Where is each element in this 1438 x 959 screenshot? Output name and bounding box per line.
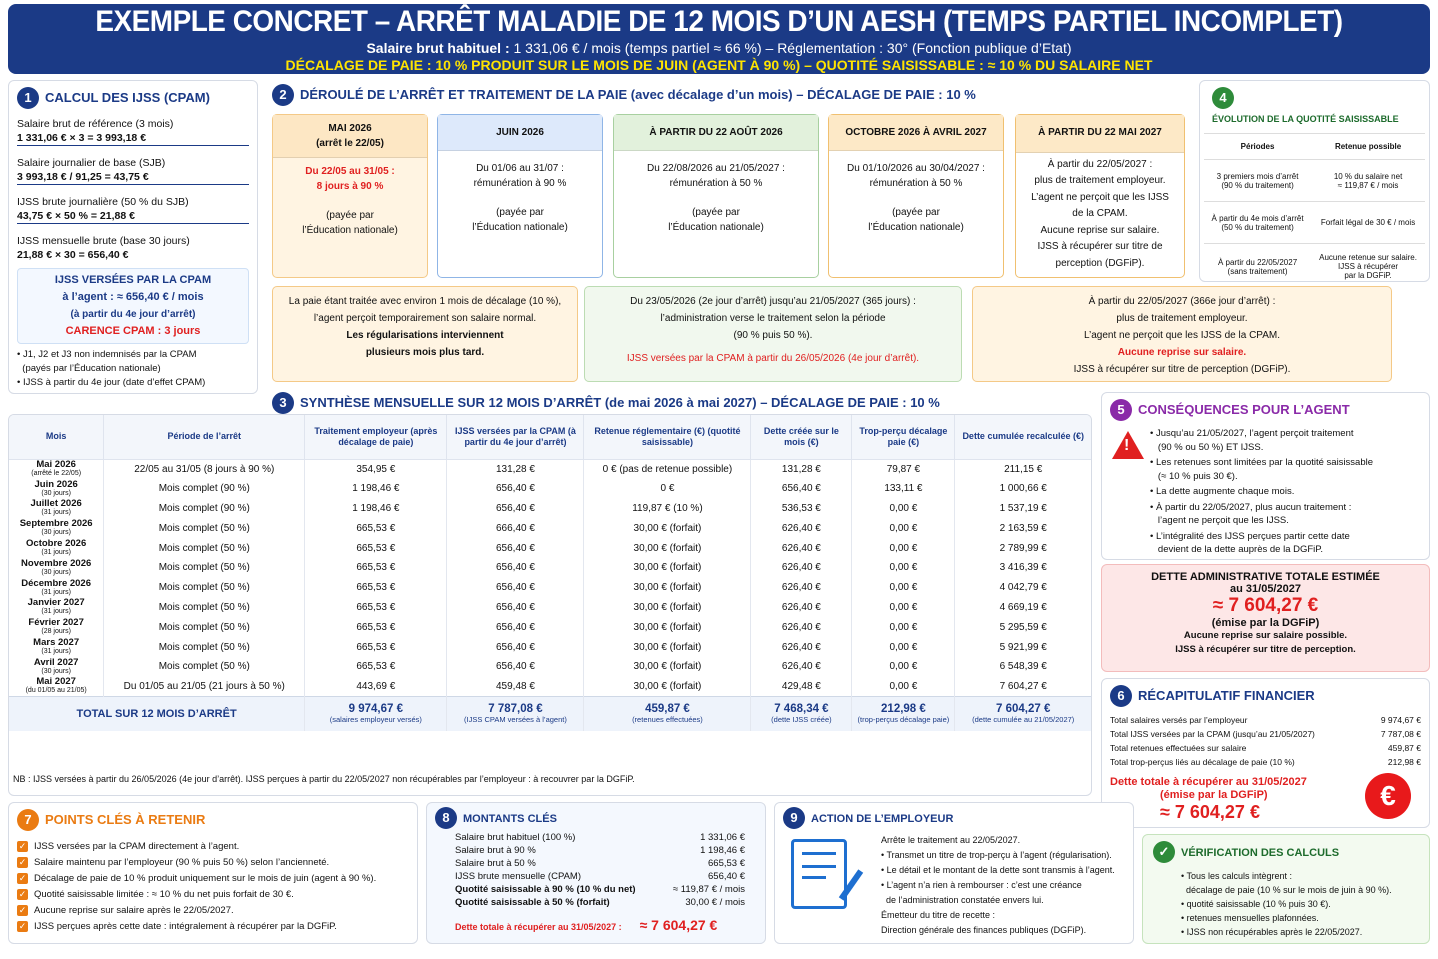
table-cell: 0,00 € (852, 598, 955, 618)
table-row (9, 518, 1091, 538)
table-row (9, 637, 1091, 657)
cell-month: Septembre 2026 (30 jours) (19, 518, 93, 537)
table-header: Mois (45, 431, 67, 442)
table-cell: 30,00 € (forfait) (584, 558, 751, 578)
table-cell: 626,40 € (751, 578, 852, 598)
table-row (9, 538, 1091, 558)
table-cell: 665,53 € (305, 518, 447, 538)
section-title: CONSÉQUENCES POUR L’AGENT (1138, 402, 1350, 418)
table-cell: 119,87 € (10 %) (584, 499, 751, 519)
synthese-table (9, 415, 1091, 731)
table-row (9, 578, 1091, 598)
points-list (17, 839, 409, 935)
note-periode-traitement: Du 23/05/2026 (2e jour d’arrêt) jusqu’au 21/05/2027 (365 jours) : l’administration verse le traitement selon la période (90 % puis 50 %). IJSS versées par la CPAM à partir du 26/05/2026 (4e jour d’arrêt). (584, 286, 962, 382)
section-quotite (1199, 80, 1430, 282)
table-cell: 626,40 € (751, 518, 852, 538)
table-cell: 211,15 € (955, 459, 1091, 479)
cell-month: Mai 2026 (arrêté le 22/05) (31, 459, 82, 478)
total-cell: 7 468,34 € (dette IJSS créée) (751, 697, 852, 731)
section-title: ACTION DE L’EMPLOYEUR (811, 813, 954, 826)
point-item: ✓ Décalage de paie de 10 % produit uniquement sur le mois de juin (agent à 90 %). (18, 872, 377, 884)
table-row: Total trop-perçus liés au décalage de paie (10 %) 212,98 € (1110, 757, 1421, 767)
cell-month: Octobre 2026 (31 jours) (26, 538, 87, 557)
cell-month: Janvier 2027 (31 jours) (27, 597, 85, 616)
table-cell: 5 921,99 € (955, 637, 1091, 657)
table-cell: 665,53 € (305, 637, 447, 657)
table-cell: 665,53 € (305, 617, 447, 637)
section-number: 2 (272, 84, 294, 106)
section-number: 7 (17, 809, 39, 831)
section-title: MONTANTS CLÉS (463, 813, 557, 826)
table-cell: 354,95 € (305, 459, 447, 479)
table-cell: 665,53 € (305, 598, 447, 618)
check-icon: ✓ (1153, 841, 1175, 863)
page-title: EXEMPLE CONCRET – ARRÊT MALADIE DE 12 MOIS D’UN AESH (TEMPS PARTIEL INCOMPLET) (95, 5, 1343, 38)
table-cell: 626,40 € (751, 558, 852, 578)
table-row: 3 premiers mois d’arrêt (90 % du traitement) 10 % du salaire net ≈ 119,87 € / mois (1204, 160, 1425, 202)
table-cell: 6 548,39 € (955, 657, 1091, 677)
section-number: 5 (1110, 399, 1132, 421)
table-cell: 0,00 € (852, 677, 955, 697)
quotite-table (1204, 133, 1425, 290)
table-cell: 30,00 € (forfait) (584, 637, 751, 657)
table-cell: 0 € (pas de retenue possible) (584, 459, 751, 479)
table-row (9, 657, 1091, 677)
table-cell: 5 295,59 € (955, 617, 1091, 637)
table-cell: 665,53 € (305, 538, 447, 558)
section-title: SYNTHÈSE MENSUELLE SUR 12 MOIS D’ARRÊT (de mai 2026 à mai 2027) – DÉCALAGE DE PAIE : 10 % (300, 395, 940, 411)
header-banner (8, 4, 1430, 74)
table-cell: 656,40 € (447, 538, 584, 558)
recap-total-label: Dette totale à récupérer au 31/05/2027 (1110, 776, 1307, 788)
ijss-summary-box (17, 268, 249, 344)
cell-month: Juillet 2026 (31 jours) (30, 498, 82, 517)
note-decalage: La paie étant traitée avec environ 1 mois de décalage (10 %), l’agent perçoit temporairement son salaire normal. Les régularisations interviennent plusieurs mois plus tard. (272, 286, 578, 382)
table-header: Périodes (1240, 142, 1275, 151)
table-row (9, 598, 1091, 618)
table-header: Traitement employeur (après décalage de paie) (305, 415, 447, 459)
dette-emitter: (émise par la DGFiP) (1211, 617, 1320, 629)
document-icon (791, 839, 847, 909)
cell-month: Juin 2026 (30 jours) (34, 478, 78, 497)
table-cell: 656,40 € (447, 657, 584, 677)
banner-warning: DÉCALAGE DE PAIE : 10 % PRODUIT SUR LE MOIS DE JUIN (AGENT À 90 %) – QUOTITÉ SAISISSABLE : ≈ 10 % DU SALAIRE NET (285, 57, 1153, 73)
table-cell: 459,48 € (447, 677, 584, 697)
timeline-card-octobre-2026: OCTOBRE 2026 À AVRIL 2027 Du 01/10/2026 au 30/04/2027 : rémunération à 50 % (payée par l’Éducation nationale) (828, 114, 1004, 278)
banner-subtitle: Salaire brut habituel : 1 331,06 € / mois (temps partiel ≈ 66 %) – Réglementation : 30° (Fonction publique d’Etat) (366, 40, 1072, 56)
carence-label: CARENCE CPAM : 3 jours (65, 325, 201, 337)
table-cell: Mois complet (50 %) (104, 558, 305, 578)
timeline-card-mai-2026: MAI 2026 (arrêt le 22/05) Du 22/05 au 31/05 : 8 jours à 90 % (payée par l’Éducation nationale) (272, 114, 428, 278)
recap-total-emitter: (émise par la DGFiP) (1160, 789, 1268, 801)
table-cell: 626,40 € (751, 538, 852, 558)
consequences-list (1150, 427, 1421, 557)
dette-date: au 31/05/2027 (1230, 583, 1301, 595)
point-item: ✓ Aucune reprise sur salaire après le 22/05/2027. (18, 904, 234, 916)
table-cell: Mois complet (90 %) (104, 479, 305, 499)
consequence-item: • Les retenues sont limitées par la quotité saisissable (≈ 10 % puis 30 €). (1150, 456, 1421, 483)
section-recap (1101, 678, 1430, 828)
table-cell: 666,40 € (447, 518, 584, 538)
table-cell: 656,40 € (447, 499, 584, 519)
calc-label: Salaire brut de référence (3 mois) (17, 118, 174, 130)
table-cell: 3 416,39 € (955, 558, 1091, 578)
checkbox-icon: ✓ (18, 888, 27, 899)
cell-month: Avril 2027 (30 jours) (33, 656, 79, 675)
section-synthese-table (8, 414, 1092, 796)
table-cell: 626,40 € (751, 637, 852, 657)
section-number: 3 (272, 392, 294, 414)
table-cell: Mois complet (50 %) (104, 578, 305, 598)
table-row: À partir du 22/05/2027 (sans traitement) Aucune retenue sur salaire. IJSS à récupérer par la DGFiP. (1217, 253, 1417, 281)
section-title: DÉROULÉ DE L’ARRÊT ET TRAITEMENT DE LA PAIE (avec décalage d’un mois) – DÉCALAGE DE PAIE : 10 % (300, 87, 976, 103)
table-cell: Mois complet (50 %) (104, 538, 305, 558)
section-verification (1142, 834, 1430, 944)
table-cell: 0,00 € (852, 499, 955, 519)
table-row: Quotité saisissable à 90 % (10 % du net) ≈ 119,87 € / mois (455, 884, 745, 895)
calc-label: IJSS mensuelle brute (base 30 jours) (17, 235, 190, 247)
table-cell: Du 01/05 au 21/05 (21 jours à 50 %) (104, 677, 305, 697)
table-cell: 131,28 € (447, 459, 584, 479)
checkbox-icon: ✓ (18, 872, 27, 883)
consequence-item: • L’intégralité des IJSS perçues partir cette date devient de la dette auprès de la DGFiP. (1150, 530, 1421, 557)
cell-month: Février 2027 (28 jours) (28, 617, 84, 636)
table-cell: 1 537,19 € (955, 499, 1091, 519)
table-cell: 4 669,19 € (955, 598, 1091, 618)
section-number: 1 (17, 87, 39, 109)
table-cell: 30,00 € (forfait) (584, 518, 751, 538)
table-header: Période de l’arrêt (104, 415, 305, 459)
dette-amount: ≈ 7 604,27 € (1212, 595, 1319, 616)
calc-label: IJSS brute journalière (50 % du SJB) (17, 196, 189, 208)
table-cell: 30,00 € (forfait) (584, 578, 751, 598)
table-cell: 626,40 € (751, 657, 852, 677)
note-item: • J1, J2 et J3 non indemnisés par la CPAM (payés par l’Éducation nationale) (17, 348, 249, 376)
checkbox-icon: ✓ (18, 840, 27, 851)
table-cell: Mois complet (50 %) (104, 598, 305, 618)
table-cell: 656,40 € (447, 617, 584, 637)
verification-list: • Tous les calculs intègrent : décalage de paie (10 % sur le mois de juin à 90 %). • quotité saisissable (10 % puis 30 €). • retenues mensuelles plafonnées. • IJSS non récupérables après le 22/05/2027. (1181, 871, 1392, 937)
calc-value: 1 331,06 € × 3 = 3 993,18 € (17, 131, 249, 146)
table-cell: 656,40 € (447, 578, 584, 598)
consequence-item: • Jusqu’au 21/05/2027, l’agent perçoit traitement (90 % ou 50 %) ET IJSS. (1150, 427, 1421, 454)
table-cell: 665,53 € (305, 578, 447, 598)
table-cell: 0,00 € (852, 657, 955, 677)
checkbox-icon: ✓ (18, 920, 27, 931)
table-cell: 1 000,66 € (955, 479, 1091, 499)
table-cell: 22/05 au 31/05 (8 jours à 90 %) (104, 459, 305, 479)
consequence-item: • La dette augmente chaque mois. (1150, 485, 1421, 499)
calc-value: 21,88 € × 30 = 656,40 € (17, 249, 129, 261)
table-row: À partir du 4e mois d’arrêt (50 % du traitement) Forfait légal de 30 € / mois (1204, 202, 1425, 244)
table-cell: 665,53 € (305, 558, 447, 578)
section-points-cles (8, 802, 418, 944)
table-row: Quotité saisissable à 50 % (forfait) 30,00 € / mois (455, 897, 745, 908)
table-row: Salaire brut habituel (100 %) 1 331,06 € (455, 832, 745, 843)
total-cell: 212,98 € (trop-perçus décalage paie) (852, 697, 955, 731)
table-cell: 656,40 € (447, 558, 584, 578)
table-cell: Mois complet (50 %) (104, 657, 305, 677)
section-montants (426, 802, 766, 944)
table-row: Total retenues effectuées sur salaire 459,87 € (1110, 743, 1421, 753)
table-cell: 429,48 € (751, 677, 852, 697)
section-title: RÉCAPITULATIF FINANCIER (1138, 688, 1315, 704)
table-cell: 443,69 € (305, 677, 447, 697)
table-cell: 0,00 € (852, 617, 955, 637)
ijss-amount: à l’agent : ≈ 656,40 € / mois (62, 291, 204, 303)
calc-value: 43,75 € × 50 % = 21,88 € (17, 209, 249, 224)
ijss-heading: IJSS VERSÉES PAR LA CPAM (54, 274, 212, 286)
table-header: Dette créée sur le mois (€) (751, 415, 852, 459)
montants-total: Dette totale à récupérer au 31/05/2027 : ≈ 7 604,27 € (455, 917, 718, 933)
section-number: 4 (1212, 87, 1234, 109)
table-row (9, 499, 1091, 519)
section-title: CALCUL DES IJSS (CPAM) (45, 90, 210, 106)
table-cell: 30,00 € (forfait) (584, 598, 751, 618)
cell-month: Novembre 2026 (30 jours) (21, 557, 92, 576)
section-title: VÉRIFICATION DES CALCULS (1181, 847, 1340, 860)
table-row (9, 558, 1091, 578)
checkbox-icon: ✓ (18, 856, 27, 867)
total-cell: 7 604,27 € (dette cumulée au 21/05/2027) (955, 697, 1091, 731)
table-cell: 0,00 € (852, 518, 955, 538)
timeline-card-aout-2026: À PARTIR DU 22 AOÛT 2026 Du 22/08/2026 au 21/05/2027 : rémunération à 50 % (payée par l’Éducation nationale) (613, 114, 819, 278)
table-cell: 1 198,46 € (305, 499, 447, 519)
footnote: NB : IJSS versées à partir du 26/05/2026 (4e jour d’arrêt). IJSS perçues à partir du 22/05/2027 non récupérables par l’employeur : à recouvrer par la DGFiP. (13, 774, 635, 784)
recap-table (1110, 713, 1421, 769)
table-cell: Mois complet (50 %) (104, 617, 305, 637)
table-cell: 2 163,59 € (955, 518, 1091, 538)
timeline-card-juin-2026: JUIN 2026 Du 01/06 au 31/07 : rémunération à 90 % (payée par l’Éducation nationale) (437, 114, 603, 278)
table-cell: Mois complet (50 %) (104, 637, 305, 657)
table-cell: 0,00 € (852, 538, 955, 558)
notes-list (17, 348, 249, 390)
dette-heading: DETTE ADMINISTRATIVE TOTALE ESTIMÉE (1151, 571, 1380, 583)
table-row (9, 677, 1091, 697)
action-list: Arrête le traitement au 22/05/2027. • Transmet un titre de trop-perçu à l’agent (régularisation). • Le détail et le montant de la dette sont transmis à l’agent. • L’agent n’a rien à rembourser : c’est une créance de l’administration constatée envers lui. Émetteur du titre de recette : Direction générale des finances publiques (DGFiP). (881, 835, 1115, 935)
section-ijss-calc (8, 80, 258, 394)
section-action-employeur (774, 802, 1134, 944)
table-cell: 4 042,79 € (955, 578, 1091, 598)
point-item: ✓ IJSS versées par la CPAM directement à l’agent. (18, 840, 240, 852)
table-cell: 0,00 € (852, 558, 955, 578)
section-title: POINTS CLÉS À RETENIR (45, 812, 206, 828)
ijss-start: (à partir du 4e jour d’arrêt) (70, 309, 196, 320)
table-row (9, 479, 1091, 499)
table-cell: 131,28 € (751, 459, 852, 479)
cell-month: Mai 2027 (du 01/05 au 21/05) (25, 676, 87, 695)
table-row: Salaire brut à 50 % 665,53 € (455, 858, 745, 869)
section-number: 9 (783, 807, 805, 829)
note-item: • IJSS à partir du 4e jour (date d’effet CPAM) (17, 376, 249, 390)
checkbox-icon: ✓ (18, 904, 27, 915)
section-consequences (1101, 392, 1430, 560)
table-cell: 626,40 € (751, 598, 852, 618)
warning-icon: ! (1112, 431, 1144, 459)
consequence-item: • À partir du 22/05/2027, plus aucun traitement : l’agent ne perçoit que les IJSS. (1150, 501, 1421, 528)
total-label: TOTAL SUR 12 MOIS D’ARRÊT (76, 707, 237, 720)
recap-total-amount: ≈ 7 604,27 € (1160, 802, 1260, 822)
table-cell: 656,40 € (447, 598, 584, 618)
table-header: IJSS versées par la CPAM (à partir du 4e jour d’arrêt) (447, 415, 584, 459)
table-cell: 656,40 € (447, 637, 584, 657)
table-cell: 665,53 € (305, 657, 447, 677)
table-row (9, 459, 1091, 479)
table-row: IJSS brute mensuelle (CPAM) 656,40 € (455, 871, 745, 882)
section-title: ÉVOLUTION DE LA QUOTITÉ SAISISSABLE (1212, 114, 1399, 124)
section-number: 6 (1110, 685, 1132, 707)
total-cell: 9 974,67 € (salaires employeur versés) (305, 697, 447, 731)
table-cell: 0,00 € (852, 578, 955, 598)
section-number: 8 (435, 807, 457, 829)
table-cell: 656,40 € (447, 479, 584, 499)
cell-month: Mars 2027 (31 jours) (33, 637, 80, 656)
table-cell: 30,00 € (forfait) (584, 538, 751, 558)
note-fin-traitement: À partir du 22/05/2027 (366e jour d’arrêt) : plus de traitement employeur. L’agent ne perçoit que les IJSS de la CPAM. Aucune reprise sur salaire. IJSS à récupérer sur titre de perception (DGFiP). (972, 286, 1392, 382)
table-cell: 30,00 € (forfait) (584, 617, 751, 637)
table-cell: Mois complet (50 %) (104, 518, 305, 538)
section-synthese-title (272, 392, 940, 414)
total-cell: 459,87 € (retenues effectuées) (584, 697, 751, 731)
point-item: ✓ Salaire maintenu par l’employeur (90 % puis 50 %) selon l’ancienneté. (18, 856, 330, 868)
table-header: Dette cumulée recalculée (€) (955, 415, 1091, 459)
montants-table (455, 831, 745, 909)
calc-label: Salaire journalier de base (SJB) (17, 157, 166, 169)
table-row: Total IJSS versées par la CPAM (jusqu’au 21/05/2027) 7 787,08 € (1110, 729, 1421, 739)
dette-totale-box (1101, 564, 1430, 672)
table-cell: Mois complet (90 %) (104, 499, 305, 519)
point-item: ✓ Quotité saisissable limitée : ≈ 10 % du net puis forfait de 30 €. (18, 888, 294, 900)
table-cell: 30,00 € (forfait) (584, 677, 751, 697)
table-cell: 7 604,27 € (955, 677, 1091, 697)
dette-note: Aucune reprise sur salaire possible. (1183, 630, 1348, 641)
dette-note: IJSS à récupérer sur titre de perception. (1175, 644, 1356, 655)
calc-value: 3 993,18 € / 91,25 = 43,75 € (17, 170, 249, 185)
table-row: Total salaires versés par l’employeur 9 974,67 € (1110, 715, 1421, 725)
table-cell: 133,11 € (852, 479, 955, 499)
table-row (9, 617, 1091, 637)
table-row: Salaire brut à 90 % 1 198,46 € (455, 845, 745, 856)
table-cell: 2 789,99 € (955, 538, 1091, 558)
table-header: Retenue réglementaire (€) (quotité saisissable) (584, 415, 751, 459)
timeline-card-mai-2027: À PARTIR DU 22 MAI 2027 À partir du 22/05/2027 : plus de traitement employeur. L’agent ne perçoit que les IJSS de la CPAM. Aucune reprise sur salaire. IJSS à récupérer sur titre de perception (DGFiP). (1015, 114, 1185, 278)
table-cell: 1 198,46 € (305, 479, 447, 499)
table-cell: 536,53 € (751, 499, 852, 519)
table-header: Trop-perçu décalage paie (€) (852, 415, 955, 459)
table-cell: 30,00 € (forfait) (584, 657, 751, 677)
cell-month: Décembre 2026 (31 jours) (21, 577, 91, 596)
total-cell: 7 787,08 € (IJSS CPAM versées à l’agent) (447, 697, 584, 731)
euro-icon: € (1365, 773, 1411, 819)
table-cell: 626,40 € (751, 617, 852, 637)
table-header: Retenue possible (1334, 142, 1402, 151)
table-cell: 0 € (584, 479, 751, 499)
table-cell: 79,87 € (852, 459, 955, 479)
table-cell: 0,00 € (852, 637, 955, 657)
point-item: ✓ IJSS perçues après cette date : intégralement à récupérer par la DGFiP. (18, 920, 337, 932)
table-cell: 656,40 € (751, 479, 852, 499)
